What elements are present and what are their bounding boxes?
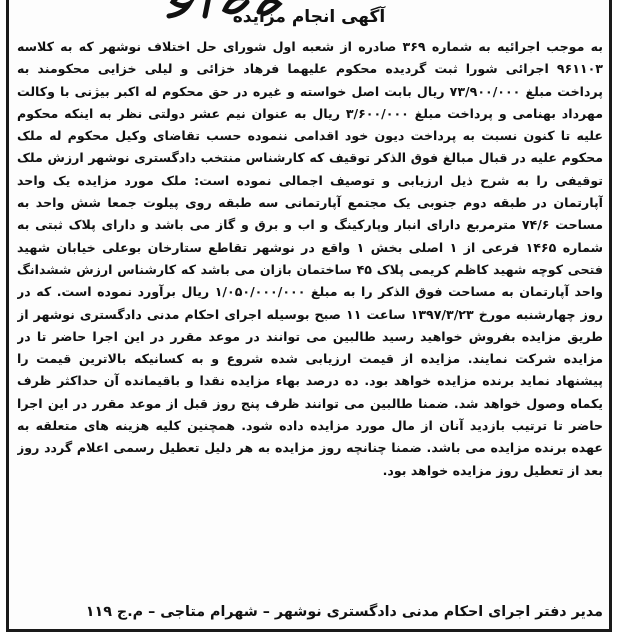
auction-notice <box>6 0 612 632</box>
notice-signature: مدیر دفتر اجرای احکام مدنی دادگستری نوشهر – شهرام متاجی – م.ج ۱۱۹ <box>85 604 603 620</box>
notice-title: آگهی انجام مزایده <box>232 7 386 27</box>
notice-body-text: به موجب اجرائیه به شماره ۳۶۹ صادره از شعبه اول شورای حل اختلاف نوشهر که به کلاسه ۹۶۱۱۰۳ اجرائی شورا ثبت گردیده محکوم علیهما فرهاد خزائی و لیلی خزایی محکومند به پرداخت مبلغ ۷۳/۹۰۰/۰۰۰ ریال بابت اصل خواسته و غیره در حق محکوم له اکبر بیژنی با وکالت مهرداد بهنامی و پرداخت مبلغ ۳/۶۰۰/۰۰۰ ریال به عنوان نیم عشر دولتی نظر به اینکه محکوم علیه تا کنون نسبت به پرداخت دیون خود اقدامی ننموده حسب تقاضای وکیل محکوم له ملک محکوم علیه در قبال مبالغ فوق الذکر توقیف که کارشناس منتخب دادگستری نوشهر ارزش ملک توقیفی را به شرح ذیل ارزیابی و توصیف اجمالی نموده است: ملک مورد مزایده یک واحد آپارتمان در طبقه دوم جنوبی یک مجتمع آپارتمانی سه طبقه روی پیلوت جمعا شش واحد به مساحت ۷۴/۶ مترمربع دارای انبار وپارکینگ و اب و برق و گاز می باشد و دارای پلاک ثبتی به شماره ۱۴۶۵ فرعی از ۱ اصلی بخش ۱ واقع در نوشهر تقاطع ستارخان بوعلی خیابان شهید فتحی کوچه شهید کاظم کریمی پلاک ۴۵ ساختمان بازان می باشد که کارشناس ارزش ششدانگ واحد آپارتمان به مساحت فوق الذکر را به مبلغ ۱/۰۵۰/۰۰۰/۰۰۰ ریال برآورد نموده است. که در روز چهارشنبه مورخ ۱۳۹۷/۳/۲۳ ساعت ۱۱ صبح بوسیله اجرای احکام مدنی دادگستری نوشهر از طریق مزایده بفروش خواهید رسید طالبین می توانند در موعد مقرر در این اجرا حاضر تا در مزایده شرکت نمایند. مزایده از قیمت ارزیابی شده شروع و به کسانیکه بالاترین قیمت را پیشنهاد نماید برنده مزایده خواهد بود. ده درصد بهاء مزایده نقدا و باقیمانده آن حداکثر ظرف یکماه وصول خواهد شد. ضمنا طالبین می توانند ظرف پنج روز قبل از موعد مقرر در این اجرا حاضر تا ترتیب بازدید آنان از مال مورد مزایده داده شود. همچنین کلیه هزینه های متعلقه به عهده برنده مزایده می باشد. ضمنا چنانچه روز مزایده به هر دلیل تعطیل رسمی اعلام گردد روز بعد از تعطیل روز مزایده خواهد بود. <box>17 39 603 478</box>
